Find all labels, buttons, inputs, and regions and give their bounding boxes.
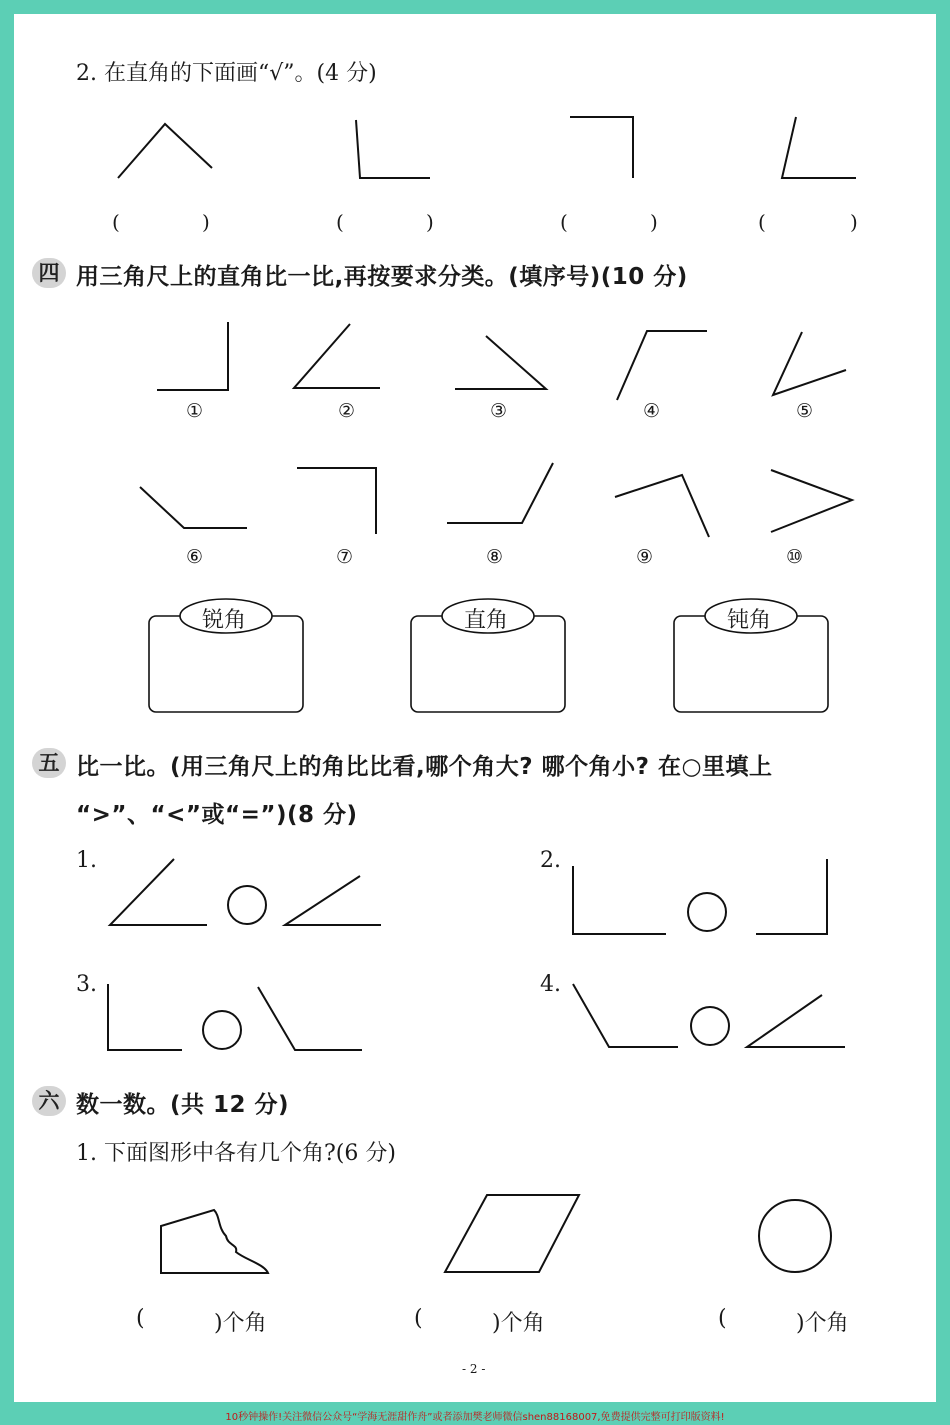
angle-number-8: ⑧: [486, 546, 504, 568]
angle-number-4: ④: [643, 400, 661, 422]
compare-item-4-label: 4.: [540, 972, 561, 997]
compare-1-right-angle: [285, 876, 381, 925]
angle-figure-10: [771, 470, 852, 532]
compare-4-right-angle: [747, 995, 845, 1047]
answer-paren-close: ): [650, 210, 658, 234]
section-6-question-1: 1. 下面图形中各有几个角?(6 分): [76, 1141, 396, 1166]
angle-number-6: ⑥: [186, 546, 204, 568]
count-answer-open-1: (: [136, 1306, 145, 1331]
irregular-shape: [161, 1210, 268, 1273]
count-answer-close-1: )个角: [214, 1311, 267, 1336]
compare-4-left-angle: [573, 984, 678, 1047]
compare-item-2-label: 2.: [540, 848, 561, 873]
angle-number-10: ⑩: [786, 546, 804, 568]
q2-angle-1: [118, 124, 212, 178]
angle-number-2: ②: [338, 400, 356, 422]
answer-paren-close: ): [850, 210, 858, 234]
figures-layer: [14, 14, 936, 1402]
compare-item-3-label: 3.: [76, 972, 97, 997]
angle-number-9: ⑨: [636, 546, 654, 568]
question-2-title: 2. 在直角的下面画“√”。(4 分): [76, 61, 377, 86]
parallelogram-shape: [445, 1195, 579, 1272]
category-label-acute: 锐角: [202, 608, 247, 633]
section-badge-4: 四: [32, 258, 66, 288]
angle-figure-3: [455, 336, 546, 389]
count-answer-close-3: )个角: [796, 1311, 849, 1336]
angle-figure-2: [294, 324, 380, 388]
angle-figure-8: [447, 463, 553, 523]
angle-number-5: ⑤: [796, 400, 814, 422]
compare-3-left-angle: [108, 984, 182, 1050]
compare-circle-2: [688, 893, 726, 931]
q2-angle-2: [356, 120, 430, 178]
compare-circle-4: [691, 1007, 729, 1045]
section-4-title: 用三角尺上的直角比一比,再按要求分类。(填序号)(10 分): [76, 264, 688, 290]
angle-figure-7: [297, 468, 376, 534]
compare-2-left-angle: [573, 866, 666, 934]
compare-2-right-angle: [756, 859, 827, 934]
category-label-obtuse: 钝角: [727, 608, 772, 633]
page-number: - 2 -: [462, 1362, 486, 1376]
section-5-title-line1: 比一比。(用三角尺上的角比比看,哪个角大? 哪个角小? 在○里填上: [76, 754, 773, 780]
angle-figure-5: [773, 332, 846, 395]
compare-3-right-angle: [258, 987, 362, 1050]
compare-1-left-angle: [110, 859, 207, 925]
compare-item-1-label: 1.: [76, 848, 97, 873]
section-badge-6: 六: [32, 1086, 66, 1116]
angle-figure-6: [140, 487, 247, 528]
circle-shape: [759, 1200, 831, 1272]
angle-number-3: ③: [490, 400, 508, 422]
worksheet-page: [14, 14, 936, 1402]
compare-circle-3: [203, 1011, 241, 1049]
section-badge-5: 五: [32, 748, 66, 778]
answer-paren-open: (: [560, 210, 568, 234]
compare-circle-1: [228, 886, 266, 924]
count-answer-open-2: (: [414, 1306, 423, 1331]
angle-number-1: ①: [186, 400, 204, 422]
q2-angle-3: [570, 117, 633, 178]
answer-paren-open: (: [758, 210, 766, 234]
category-label-right: 直角: [464, 608, 509, 633]
answer-paren-open: (: [112, 210, 120, 234]
answer-paren-open: (: [336, 210, 344, 234]
section-6-title: 数一数。(共 12 分): [76, 1092, 290, 1118]
answer-paren-close: ): [426, 210, 434, 234]
answer-paren-close: ): [202, 210, 210, 234]
angle-figure-4: [617, 331, 707, 400]
q2-angle-4: [782, 117, 856, 178]
count-answer-open-3: (: [718, 1306, 727, 1331]
promo-footer: 10秒钟操作!关注微信公众号“学海无涯甜作舟”或者添加樊老师微信shen88168007,免费提供完整可打印版资料!: [225, 1412, 725, 1423]
angle-number-7: ⑦: [336, 546, 354, 568]
angle-figure-1: [157, 322, 228, 390]
section-5-title-line2: “>”、“<”或“=”)(8 分): [76, 802, 358, 828]
count-answer-close-2: )个角: [492, 1311, 545, 1336]
angle-figure-9: [615, 475, 709, 537]
